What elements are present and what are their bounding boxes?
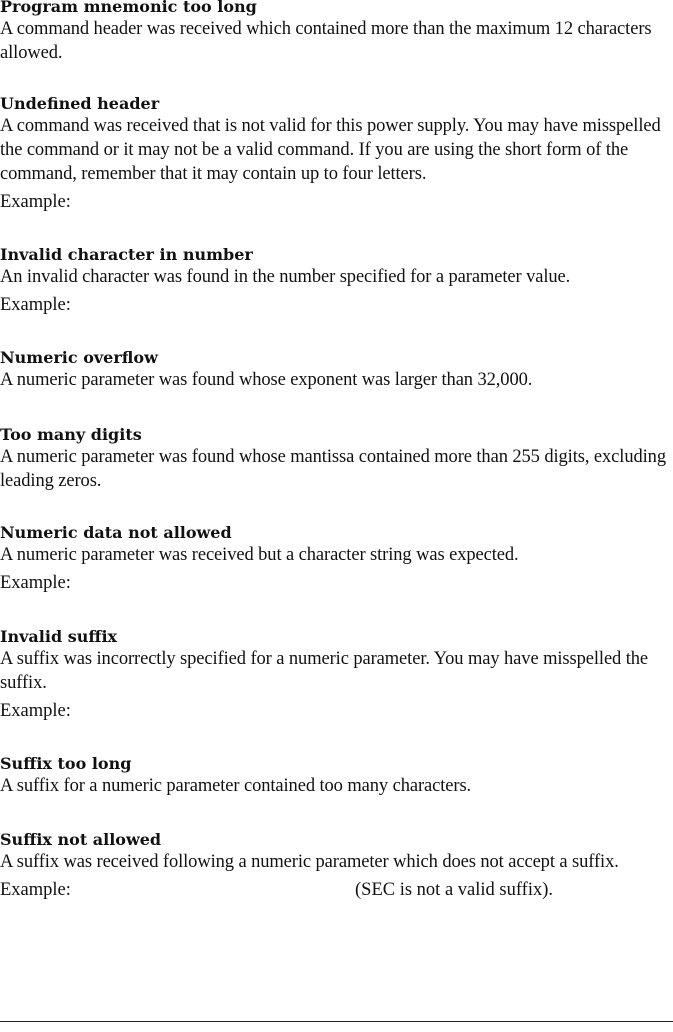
error-heading: Undefined header: [0, 94, 160, 113]
error-entry-numeric-overflow: [0, 348, 672, 392]
example-label: Example:: [0, 701, 71, 721]
error-description: A command header was received which contained more than the maximum 12 characters allowed.: [0, 19, 652, 63]
error-heading: Suffix too long: [0, 754, 132, 773]
example-line: [0, 878, 672, 902]
error-description: A numeric parameter was found whose mantissa contained more than 255 digits, excluding leading zeros.: [0, 447, 666, 491]
error-description: An invalid character was found in the number specified for a parameter value.: [0, 267, 571, 287]
error-heading: Numeric data not allowed: [0, 523, 232, 542]
error-entry-suffix-not-allowed: [0, 830, 672, 902]
error-description: A suffix for a numeric parameter contained too many characters.: [0, 776, 472, 796]
error-entry-invalid-suffix: [0, 627, 672, 723]
error-heading: Invalid suffix: [0, 627, 118, 646]
error-description: A numeric parameter was found whose exponent was larger than 32,000.: [0, 370, 533, 390]
error-description: A suffix was incorrectly specified for a numeric parameter. You may have misspelled the suffix.: [0, 649, 649, 693]
error-entry-numeric-data-not-allowed: [0, 523, 672, 595]
error-heading: Invalid character in number: [0, 245, 253, 264]
error-heading: Suffix not allowed: [0, 830, 162, 849]
example-label: Example:: [0, 192, 71, 212]
error-description: A suffix was received following a numeric parameter which does not accept a suffix.: [0, 852, 619, 872]
example-line: [0, 190, 672, 214]
example-line: [0, 571, 672, 595]
error-heading: Program mnemonic too long: [0, 0, 257, 16]
error-heading: Too many digits: [0, 425, 142, 444]
error-entry-invalid-character-in-number: [0, 245, 672, 317]
error-description: A numeric parameter was received but a character string was expected.: [0, 545, 519, 565]
example-note: (SEC is not a valid suffix).: [355, 880, 554, 900]
error-description: A command was received that is not valid for this power supply. You may have misspelled the command or it may not be a valid command. If you are using the short form of the command, remember that it may contain up to four letters.: [0, 116, 661, 184]
example-label: Example:: [0, 573, 71, 593]
error-heading: Numeric overflow: [0, 348, 158, 367]
error-entry-too-many-digits: [0, 425, 672, 493]
example-line: [0, 699, 672, 723]
example-label: Example:: [0, 880, 71, 900]
example-label: Example:: [0, 295, 71, 315]
error-entry-program-mnemonic-too-long: [0, 0, 672, 65]
error-entry-undefined-header: [0, 94, 672, 214]
error-entry-suffix-too-long: [0, 754, 672, 798]
example-line: [0, 293, 672, 317]
footer-rule: [0, 1021, 673, 1022]
